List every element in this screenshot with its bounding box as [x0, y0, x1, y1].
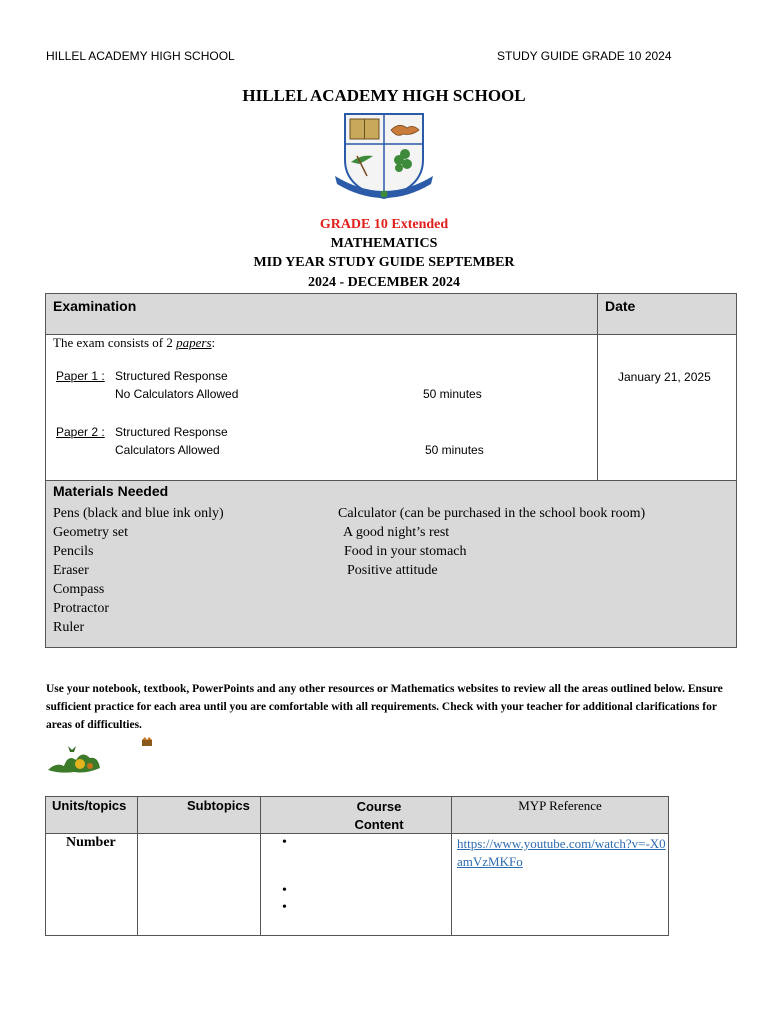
instructions-paragraph: Use your notebook, textbook, PowerPoints and any other resources or Mathematics websites to review all the areas outlined below. Ensure sufficient practice for each area until you are comfortable with all requirements. Check with your teacher for additional clarifications for areas of difficulties.: [46, 683, 723, 731]
date-header-label: Date: [605, 298, 636, 314]
materials-item: Pencils: [53, 544, 94, 559]
materials-item: Pens (black and blue ink only): [53, 506, 224, 521]
exam-intro: [53, 335, 215, 351]
materials-item: Geometry set: [53, 525, 129, 540]
exam-header-label: Examination: [53, 298, 137, 314]
materials-item: Protractor: [53, 601, 109, 616]
youtube-reference-link[interactable]: https://www.youtube.com/watch?v=-X0amVzMKFo: [457, 836, 666, 869]
materials-cell: [46, 481, 736, 647]
exam-details-cell: [46, 335, 598, 481]
guide-title-line2: 2024 - DECEMBER 2024: [307, 275, 461, 290]
date-header-cell: [598, 294, 736, 335]
exam-intro-end: :: [211, 335, 216, 350]
materials-item: Eraser: [53, 563, 89, 578]
decorative-clipart-icon: [46, 742, 102, 776]
header-units-topics: Units/topics: [52, 798, 127, 813]
paper2-label: Paper 2 :: [56, 425, 105, 439]
materials-item: Calculator (can be purchased in the school book room): [338, 506, 646, 521]
header-subtopics: Subtopics: [187, 798, 250, 813]
materials-item: Positive attitude: [347, 563, 438, 578]
materials-heading: Materials Needed: [53, 483, 169, 499]
exam-header-cell: [46, 294, 598, 335]
exam-intro-text: The exam consists of 2: [53, 335, 177, 350]
exam-intro-underlined: papers: [176, 335, 212, 350]
subtopics-column: [138, 797, 261, 935]
content-bullet: •: [282, 900, 287, 915]
paper2-time: 50 minutes: [425, 443, 484, 457]
content-bullet: •: [282, 883, 287, 898]
paper1-note: No Calculators Allowed: [115, 387, 239, 401]
unit-number: Number: [66, 835, 116, 850]
materials-left-list: [53, 504, 224, 637]
topics-table: [45, 796, 669, 936]
exam-date-cell: [598, 335, 736, 481]
guide-title-line1: MID YEAR STUDY GUIDE SEPTEMBER: [253, 255, 515, 270]
paper2-note: Calculators Allowed: [115, 443, 220, 457]
paper1-label: Paper 1 :: [56, 369, 105, 383]
materials-item: Food in your stomach: [344, 544, 467, 559]
school-title: HILLEL ACADEMY HIGH SCHOOL: [242, 86, 526, 105]
materials-item: A good night’s rest: [343, 525, 450, 540]
grade-heading: GRADE 10 Extended: [319, 217, 449, 232]
decorative-small-icon: [141, 737, 153, 747]
exam-date: January 21, 2025: [618, 370, 711, 384]
school-crest-logo: [333, 110, 435, 206]
materials-item: Ruler: [53, 620, 85, 635]
subject-heading: MATHEMATICS: [330, 236, 438, 251]
paper1-time: 50 minutes: [423, 387, 482, 401]
materials-right-list: [338, 504, 645, 580]
running-header-right: STUDY GUIDE GRADE 10 2024: [497, 49, 672, 63]
header-course-content: Course Content: [354, 799, 404, 832]
running-header-left: HILLEL ACADEMY HIGH SCHOOL: [46, 49, 235, 63]
header-myp-reference: MYP Reference: [518, 798, 602, 813]
content-bullet: •: [282, 835, 287, 850]
paper1-type: Structured Response: [115, 369, 228, 383]
paper2-type: Structured Response: [115, 425, 228, 439]
exam-info-table: [45, 293, 737, 648]
units-column: [46, 797, 138, 935]
materials-item: Compass: [53, 582, 105, 597]
